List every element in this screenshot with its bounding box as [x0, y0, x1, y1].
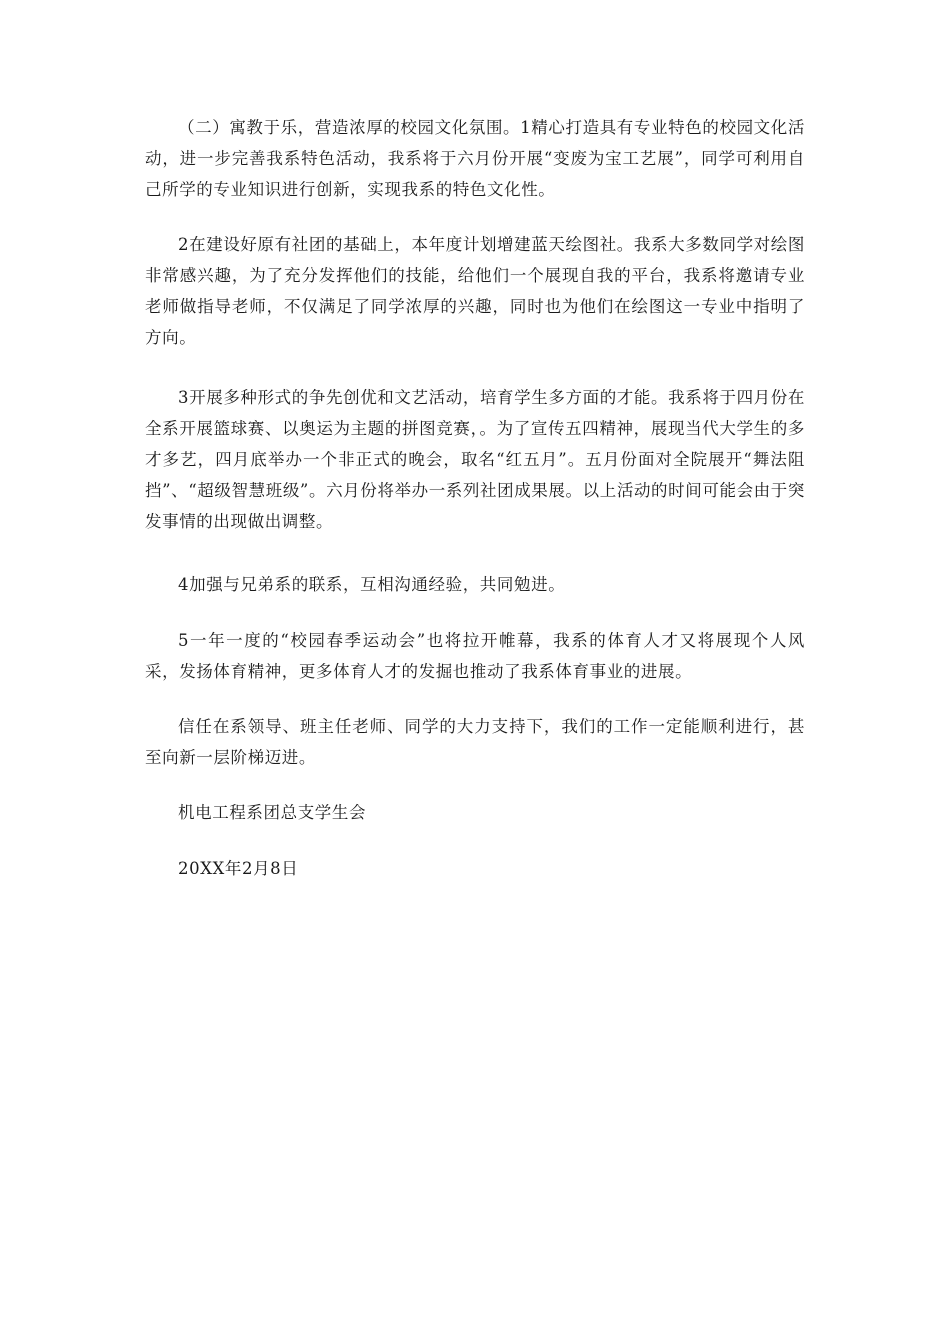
date: 20XX年2月8日	[178, 859, 299, 878]
paragraph-department-exchange: 4加强与兄弟系的联系，互相沟通经验，共同勉进。	[178, 575, 566, 594]
signature: 机电工程系团总支学生会	[178, 803, 367, 822]
paragraph-drawing-club: 2在建设好原有社团的基础上，本年度计划增建蓝天绘图社。我系大多数同学对绘图非常感兴趣，为了充分发挥他们的技能，给他们一个展现自我的平台，我系将邀请专业老师做指导老师，不仅满足了同学浓厚的兴趣，同时也为他们在绘图这一专业中指明了方向。	[145, 235, 805, 347]
paragraph-sports-meet: 5一年一度的“校园春季运动会”也将拉开帷幕，我系的体育人才又将展现个人风采，发扬体育精神，更多体育人才的发掘也推动了我系体育事业的进展。	[145, 631, 805, 681]
paragraph-closing: 信任在系领导、班主任老师、同学的大力支持下，我们的工作一定能顺利进行，甚至向新一层阶梯迈进。	[145, 717, 805, 767]
paragraph-arts-activities: 3开展多种形式的争先创优和文艺活动，培育学生多方面的才能。我系将于四月份在全系开展篮球赛、以奥运为主题的拼图竞赛，。为了宣传五四精神，展现当代大学生的多才多艺，四月底举办一个非正式的晚会，取名“红五月”。五月份面对全院展开“舞法阻挡”、“超级智慧班级”。六月份将举办一系列社团成果展。以上活动的时间可能会由于突发事情的出现做出调整。	[145, 388, 805, 531]
paragraph-culture-activities: （二）寓教于乐，营造浓厚的校园文化氛围。1精心打造具有专业特色的校园文化活动，进一步完善我系特色活动，我系将于六月份开展“变废为宝工艺展”，同学可利用自己所学的专业知识进行创新，实现我系的特色文化性。	[145, 118, 805, 199]
